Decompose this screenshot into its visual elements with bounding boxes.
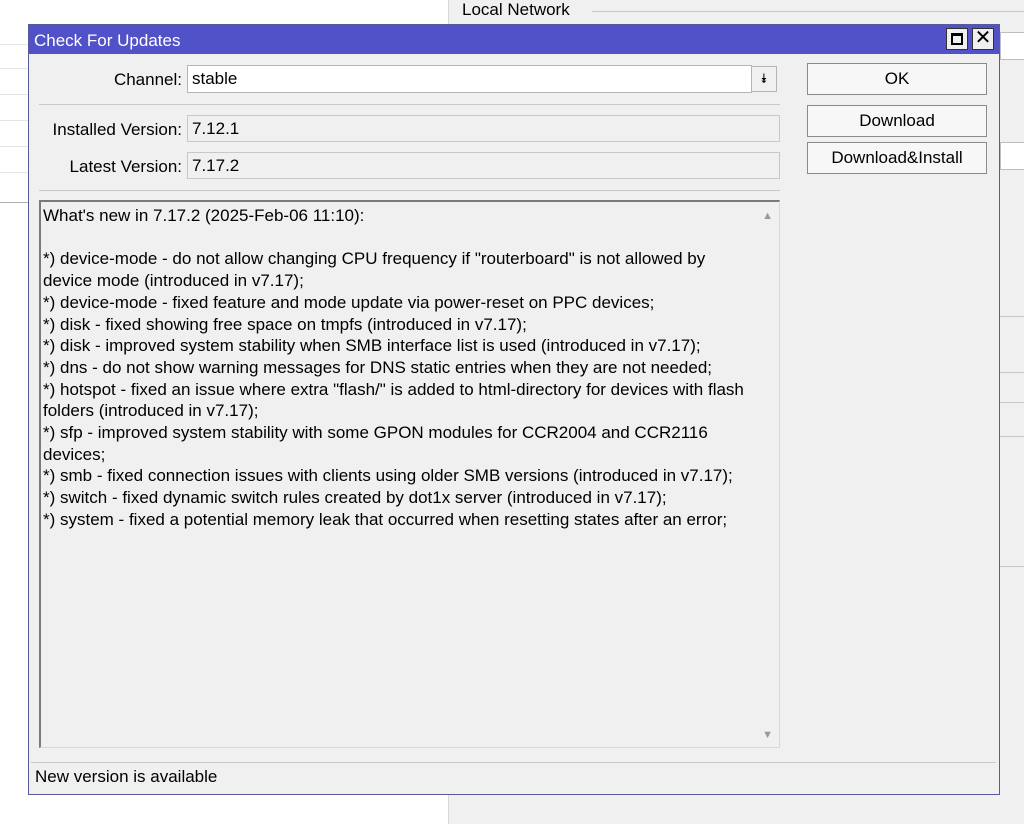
- background-group-line: [592, 11, 1024, 12]
- background-separator: [1000, 316, 1024, 317]
- check-for-updates-dialog: [28, 24, 1000, 795]
- latest-version-field: 7.17.2: [187, 152, 780, 179]
- close-icon: ✕: [974, 27, 992, 49]
- scroll-down-icon[interactable]: ▼: [762, 729, 773, 741]
- status-bar: [31, 762, 996, 790]
- background-separator: [1000, 566, 1024, 567]
- download-button[interactable]: Download: [807, 105, 987, 137]
- background-separator: [1000, 436, 1024, 437]
- installed-version-field: 7.12.1: [187, 115, 780, 142]
- maximize-button[interactable]: [946, 28, 968, 50]
- background-field: [1000, 32, 1024, 60]
- background-field: [1000, 142, 1024, 170]
- release-notes-text: What's new in 7.17.2 (2025-Feb-06 11:10): *) device-mode - do not allow changing CPU frequency if "routerboard" is not allowed by device mode (introduced in v7.17); *) device-mode - fixed feature and mode update via power-reset on PPC devices; *) disk - fixed showing free space on tmpfs (introduced in v7.17); *) disk - improved system stability when SMB interface list is used (introduced in v7.17); *) dns - do not show warning messages for DNS static entries when they are not needed; *) hotspot - fixed an issue where extra "flash/" is added to html-directory for devices with flash folders (introduced in v7.17); *) sfp - improved system stability with some GPON modules for CCR2004 and CCR2116 devices; *) smb - fixed connection issues with clients using older SMB versions (introduced in v7.17); *) switch - fixed dynamic switch rules created by dot1x server (introduced in v7.17); *) system - fixed a potential memory leak that occurred when resetting states after an error;: [43, 206, 744, 529]
- status-text: New version is available: [35, 767, 218, 786]
- channel-select[interactable]: stable: [187, 65, 752, 93]
- dialog-title: Check For Updates: [34, 31, 181, 50]
- background-separator: [1000, 372, 1024, 373]
- dialog-titlebar[interactable]: [29, 25, 999, 54]
- channel-label: Channel:: [113, 70, 182, 89]
- ok-button[interactable]: OK: [807, 63, 987, 95]
- channel-dropdown-button[interactable]: [751, 66, 777, 92]
- maximize-icon: [951, 33, 963, 45]
- scroll-up-icon[interactable]: ▲: [762, 210, 773, 222]
- separator: [39, 190, 780, 191]
- release-notes-area[interactable]: [39, 200, 780, 748]
- installed-version-label: Installed Version:: [52, 120, 182, 139]
- separator: [39, 104, 780, 105]
- download-install-button[interactable]: Download&Install: [807, 142, 987, 174]
- background-separator: [1000, 402, 1024, 403]
- dropdown-arrow-icon: ⯯: [760, 71, 768, 86]
- background-group-title: Local Network: [458, 0, 574, 20]
- close-button[interactable]: [972, 28, 994, 50]
- latest-version-label: Latest Version:: [69, 157, 182, 176]
